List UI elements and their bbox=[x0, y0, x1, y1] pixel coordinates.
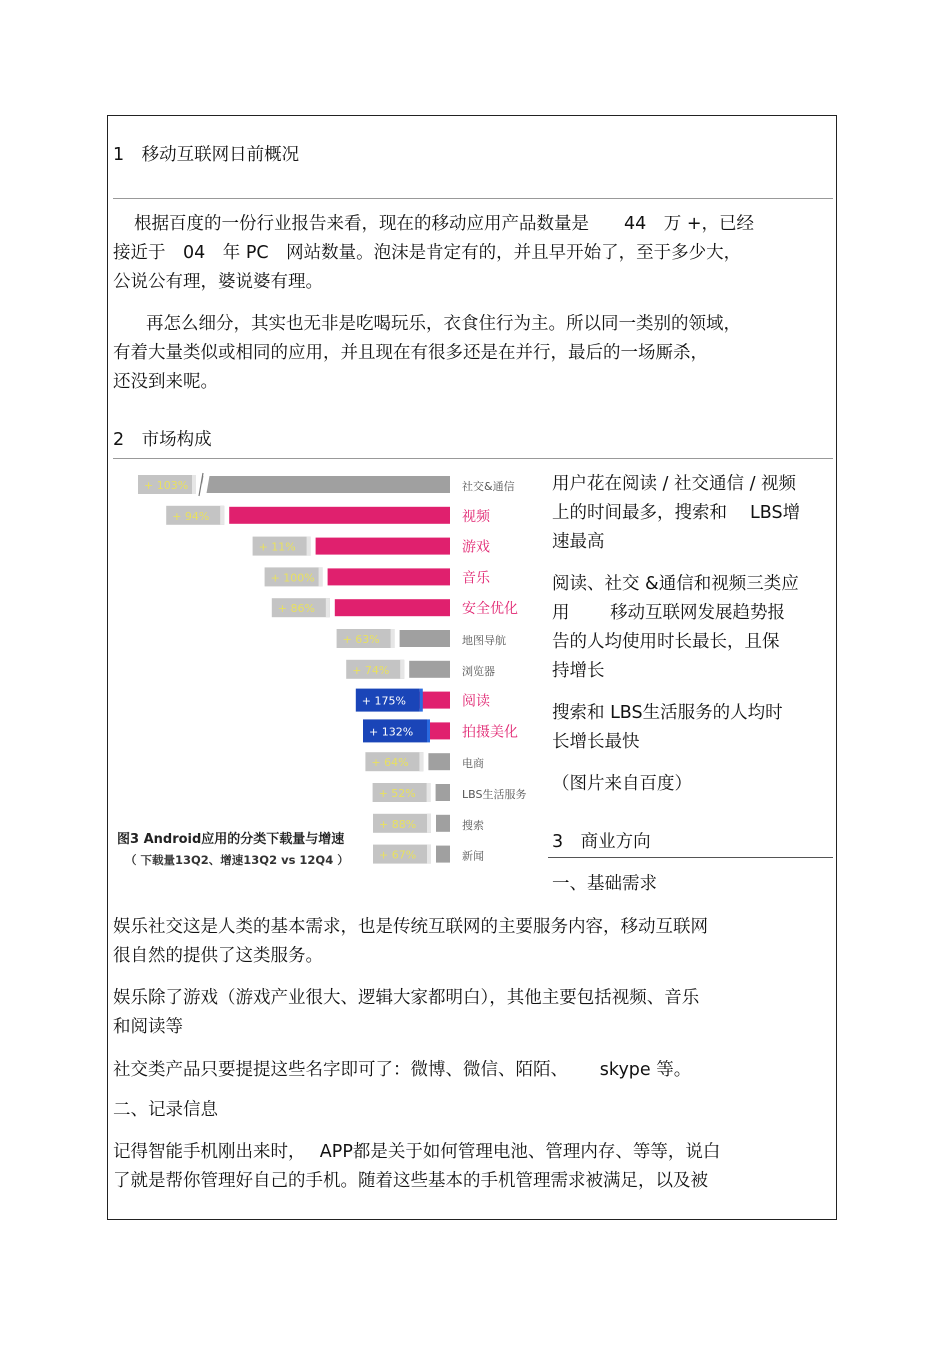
section1-para1-line1: 根据百度的一份行业报告来看，现在的移动应用产品数量是 44 万 +，已经 bbox=[134, 214, 754, 234]
section3-sub2: 二、记录信息 bbox=[113, 1100, 218, 1120]
category-label: 电商 bbox=[462, 757, 484, 771]
section3-para2-line2: 和阅读等 bbox=[113, 1017, 183, 1037]
side-text-1-line3: 速最高 bbox=[552, 532, 605, 552]
section1-heading: 1 移动互联网日前概况 bbox=[113, 145, 300, 165]
growth-tag-edge bbox=[192, 475, 196, 494]
category-label: LBS生活服务 bbox=[462, 788, 527, 801]
section3-para1-line2: 很自然的提供了这类服务。 bbox=[113, 946, 323, 966]
bar-4 bbox=[328, 568, 450, 585]
growth-label: + 100% bbox=[270, 571, 315, 585]
bar-3 bbox=[316, 538, 450, 555]
category-download-chart bbox=[113, 465, 545, 875]
side-text-2-line2: 用 移动互联网发展趋势报 bbox=[552, 603, 786, 623]
chart-subtitle: （ 下载量13Q2、增速13Q2 vs 12Q4 ） bbox=[125, 853, 349, 867]
growth-label: + 175% bbox=[361, 694, 406, 708]
growth-label: + 94% bbox=[172, 509, 210, 523]
growth-tag-edge bbox=[427, 845, 431, 864]
category-label: 地图导航 bbox=[462, 634, 506, 647]
section2-heading: 2 市场构成 bbox=[113, 430, 212, 450]
growth-label: + 67% bbox=[379, 848, 417, 862]
side-text-3-line2: 长增长最快 bbox=[552, 732, 640, 752]
side-text-2-line1: 阅读、社交 &通信和视频三类应 bbox=[552, 574, 799, 594]
growth-tag-edge bbox=[427, 719, 430, 742]
bar-6 bbox=[400, 630, 450, 647]
divider bbox=[113, 458, 833, 459]
bar-8 bbox=[419, 692, 450, 709]
category-label: 新闻 bbox=[462, 849, 484, 863]
section3-heading: 3 商业方向 bbox=[552, 832, 651, 852]
category-label: 视频 bbox=[462, 508, 490, 525]
bar-13 bbox=[436, 846, 450, 863]
section3-para4-line1: 记得智能手机刚出来时， APP都是关于如何管理电池、管理内存、等等，说白 bbox=[113, 1142, 721, 1162]
growth-tag-edge bbox=[400, 660, 404, 679]
growth-label: + 64% bbox=[371, 756, 409, 770]
side-text-2-line3: 告的人均使用时长最长，且保 bbox=[552, 632, 780, 652]
category-label: 搜索 bbox=[462, 818, 484, 832]
growth-label: + 63% bbox=[342, 633, 380, 646]
section3-para4-line2: 了就是帮你管理好自己的手机。随着这些基本的手机管理需求被满足，以及被 bbox=[113, 1171, 708, 1191]
category-label: 游戏 bbox=[462, 539, 490, 556]
bar-2 bbox=[229, 507, 450, 524]
growth-tag-edge bbox=[427, 783, 431, 802]
growth-label: + 88% bbox=[379, 817, 417, 831]
growth-label: + 132% bbox=[369, 725, 414, 739]
category-label: 安全优化 bbox=[462, 601, 518, 618]
growth-label: + 86% bbox=[277, 602, 315, 616]
section1-para1-line3: 公说公有理，婆说婆有理。 bbox=[113, 272, 323, 292]
chart-title: 图3 Android应用的分类下载量与增速 bbox=[117, 832, 345, 847]
growth-tag-edge bbox=[326, 598, 330, 617]
growth-label: + 52% bbox=[378, 787, 416, 800]
growth-tag-edge bbox=[420, 689, 423, 712]
category-label: 拍摄美化 bbox=[462, 724, 518, 741]
growth-tag-edge bbox=[307, 537, 311, 556]
section1-para2-line2: 有着大量类似或相同的应用，并且现在有很多还是在并行，最后的一场厮杀， bbox=[113, 343, 708, 363]
category-label: 阅读 bbox=[462, 693, 490, 710]
growth-label: + 103% bbox=[144, 479, 189, 492]
bar-10 bbox=[428, 753, 450, 770]
bar-7 bbox=[409, 661, 450, 678]
bar-12 bbox=[436, 815, 450, 832]
divider bbox=[548, 857, 833, 858]
side-text-1-line2: 上的时间最多，搜索和 LBS增 bbox=[552, 503, 801, 523]
side-text-1-line1: 用户花在阅读 / 社交通信 / 视频 bbox=[552, 474, 797, 494]
section1-para2-line3: 还没到来呢。 bbox=[113, 372, 218, 392]
category-label: 浏览器 bbox=[462, 664, 495, 678]
section1-para2-line1: 再怎么细分，其实也无非是吃喝玩乐，衣食住行为主。所以同一类别的领域， bbox=[146, 314, 741, 334]
image-source-note: （图片来自百度） bbox=[552, 774, 692, 794]
section3-para3: 社交类产品只要提提这些名字即可了：微博、微信、陌陌、 skype 等。 bbox=[113, 1060, 692, 1080]
section3-para1-line1: 娱乐社交这是人类的基本需求，也是传统互联网的主要服务内容，移动互联网 bbox=[113, 917, 708, 937]
section1-para1-line2: 接近于 04 年 PC 网站数量。泡沫是肯定有的，并且早开始了，至于多少大， bbox=[113, 243, 742, 263]
growth-tag-edge bbox=[427, 814, 431, 833]
growth-tag-edge bbox=[419, 752, 423, 771]
category-label: 社交&通信 bbox=[462, 480, 515, 493]
growth-tag-edge bbox=[391, 629, 395, 648]
bar-5 bbox=[335, 599, 450, 616]
side-text-2-line4: 持增长 bbox=[552, 661, 605, 681]
divider bbox=[113, 198, 833, 199]
growth-tag-edge bbox=[319, 567, 323, 586]
growth-label: + 11% bbox=[258, 540, 296, 554]
growth-label: + 74% bbox=[352, 663, 390, 677]
category-label: 音乐 bbox=[462, 570, 490, 587]
section3-para2-line1: 娱乐除了游戏（游戏产业很大、逻辑大家都明白），其他主要包括视频、音乐 bbox=[113, 988, 700, 1008]
section3-sub1: 一、基础需求 bbox=[552, 874, 657, 894]
bar-1 bbox=[202, 476, 450, 493]
side-text-3-line1: 搜索和 LBS生活服务的人均时 bbox=[552, 703, 783, 723]
growth-tag-edge bbox=[220, 506, 224, 525]
bar-11 bbox=[436, 784, 450, 801]
